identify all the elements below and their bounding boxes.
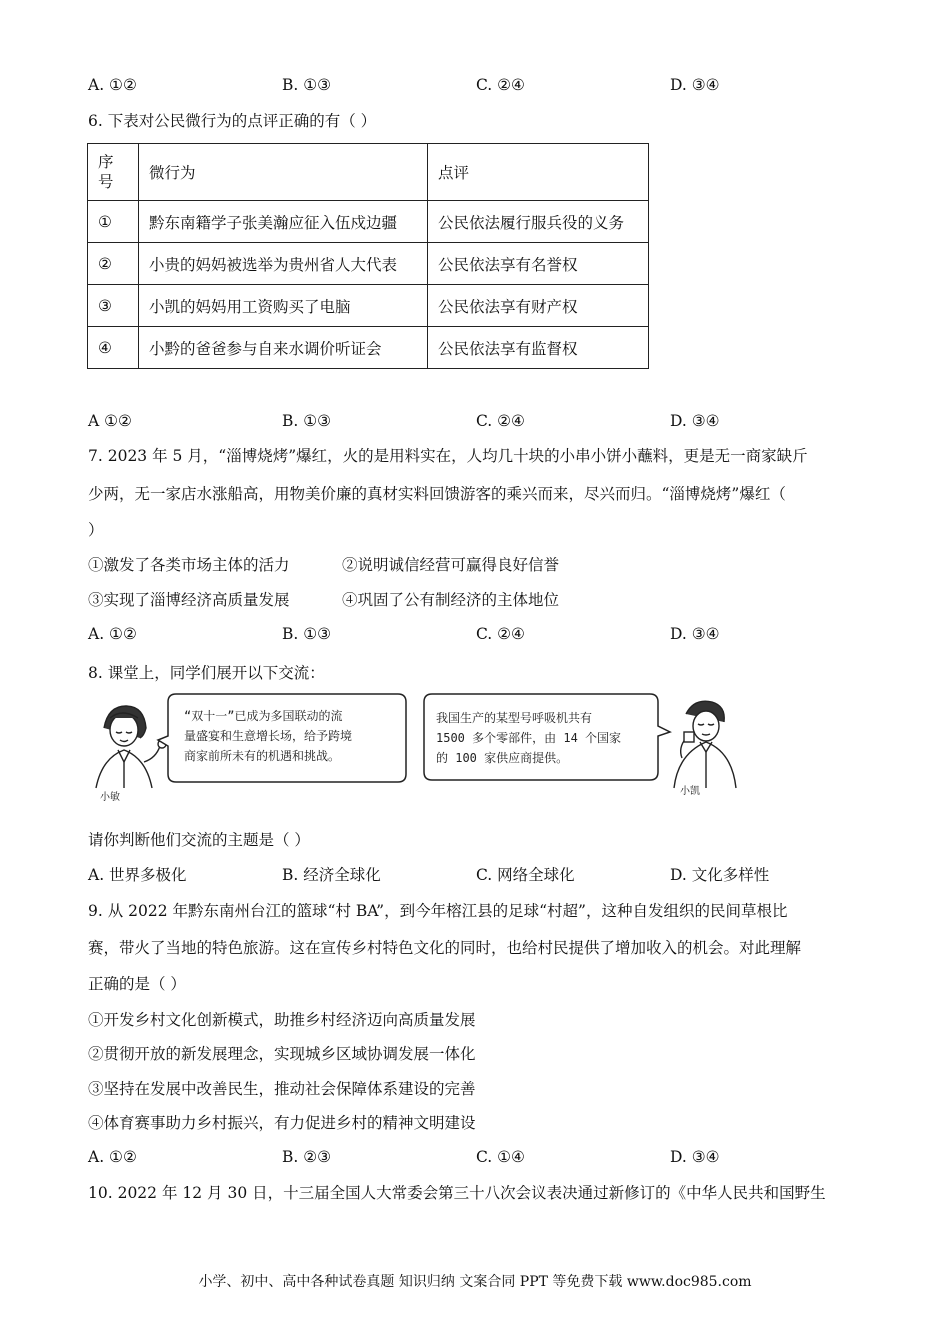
- q6-option-d: D. ③④: [670, 412, 720, 430]
- left-bubble-line-3: 商家前所未有的机遇和挑战。: [184, 749, 341, 763]
- q8-option-a: A. 世界多极化: [88, 866, 187, 884]
- q7-item-3: ③实现了淄博经济高质量发展: [88, 591, 290, 609]
- header-review: 点评: [428, 144, 649, 201]
- q5-option-b: B. ①③: [282, 76, 332, 94]
- table-row: [88, 327, 649, 369]
- q8-option-d: D. 文化多样性: [670, 866, 770, 884]
- q8-cartoon: [86, 688, 776, 806]
- q8-stem: 8. 课堂上，同学们展开以下交流：: [88, 664, 325, 682]
- table-header-row: [88, 144, 649, 201]
- q7-option-a: A. ①②: [88, 625, 137, 643]
- q8-option-c: C. 网络全球化: [476, 866, 575, 884]
- q7-stem-line-2: 少两，无一家店水涨船高，用物美价廉的真材实料回馈游客的乘兴而来，尽兴而归。“淄博烧烤”爆红（: [88, 485, 786, 503]
- q9-item-4: ④体育赛事助力乡村振兴，有力促进乡村的精神文明建设: [88, 1114, 476, 1132]
- q7-item-2: ②说明诚信经营可赢得良好信誉: [342, 556, 560, 574]
- left-student-name: 小敏: [100, 792, 120, 803]
- q7-option-c: C. ②④: [476, 625, 525, 643]
- q5-option-d: D. ③④: [670, 76, 720, 94]
- q9-stem-line-2: 赛，带火了当地的特色旅游。这在宣传乡村特色文化的同时，也给村民提供了增加收入的机会。对此理解: [88, 939, 802, 957]
- row-review: 公民依法享有名誉权: [428, 243, 649, 285]
- q7-stem-line-3: ）: [88, 521, 104, 539]
- header-seq: 序号: [88, 144, 139, 201]
- table-row: [88, 201, 649, 243]
- row-seq: ①: [88, 201, 139, 243]
- q6-option-a: A ①②: [88, 412, 132, 430]
- q6-stem: 6. 下表对公民微行为的点评正确的有（ ）: [88, 112, 377, 130]
- q8-option-b: B. 经济全球化: [282, 866, 381, 884]
- row-action: 小凯的妈妈用工资购买了电脑: [139, 285, 428, 327]
- right-student-name: 小凯: [680, 786, 700, 797]
- q9-item-3: ③坚持在发展中改善民生，推动社会保障体系建设的完善: [88, 1080, 476, 1098]
- q9-option-a: A. ①②: [88, 1148, 137, 1166]
- row-seq: ②: [88, 243, 139, 285]
- table-row: [88, 243, 649, 285]
- page-footer: 小学、初中、高中各种试卷真题 知识归纳 文案合同 PPT 等免费下载 www.doc985.com: [198, 1274, 752, 1290]
- q9-option-d: D. ③④: [670, 1148, 720, 1166]
- q7-option-d: D. ③④: [670, 625, 720, 643]
- q9-item-2: ②贯彻开放的新发展理念，实现城乡区域协调发展一体化: [88, 1045, 476, 1063]
- q5-option-c: C. ②④: [476, 76, 525, 94]
- student-girl-figure: [96, 706, 166, 788]
- right-bubble-line-2: 1500 多个零部件，由 14 个国家: [436, 731, 622, 745]
- q5-option-a: A. ①②: [88, 76, 137, 94]
- row-review: 公民依法享有监督权: [428, 327, 649, 369]
- row-review: 公民依法享有财产权: [428, 285, 649, 327]
- student-boy-figure: [674, 701, 736, 788]
- table-row: [88, 285, 649, 327]
- q7-stem-line-1: 7. 2023 年 5 月，“淄博烧烤”爆红，火的是用料实在，人均几十块的小串小饼小蘸料，更是无一商家缺斤: [88, 447, 808, 465]
- row-action: 小黔的爸爸参与自来水调价听证会: [139, 327, 428, 369]
- q9-stem-line-3: 正确的是（ ）: [88, 975, 186, 993]
- row-seq: ④: [88, 327, 139, 369]
- q6-option-c: C. ②④: [476, 412, 525, 430]
- q8-question: 请你判断他们交流的主题是（ ）: [88, 831, 310, 849]
- q7-item-4: ④巩固了公有制经济的主体地位: [342, 591, 560, 609]
- q7-item-1: ①激发了各类市场主体的活力: [88, 556, 290, 574]
- q6-option-b: B. ①③: [282, 412, 332, 430]
- row-seq: ③: [88, 285, 139, 327]
- right-bubble-line-1: 我国生产的某型号呼吸机共有: [436, 711, 593, 725]
- left-bubble-line-2: 量盛宴和生意增长场，给予跨境: [184, 729, 353, 743]
- q7-option-b: B. ①③: [282, 625, 332, 643]
- row-action: 黔东南籍学子张美瀚应征入伍戍边疆: [139, 201, 428, 243]
- q6-table: [87, 143, 649, 369]
- q9-option-c: C. ①④: [476, 1148, 525, 1166]
- header-action: 微行为: [139, 144, 428, 201]
- right-bubble-line-3: 的 100 家供应商提供。: [436, 751, 569, 765]
- left-bubble-line-1: “双十一”已成为多国联动的流: [184, 709, 343, 723]
- q9-option-b: B. ②③: [282, 1148, 332, 1166]
- q9-item-1: ①开发乡村文化创新模式，助推乡村经济迈向高质量发展: [88, 1011, 476, 1029]
- q9-stem-line-1: 9. 从 2022 年黔东南州台江的篮球“村 BA”，到今年榕江县的足球“村超”，这种自发组织的民间草根比: [88, 902, 788, 920]
- row-review: 公民依法履行服兵役的义务: [428, 201, 649, 243]
- row-action: 小贵的妈妈被选举为贵州省人大代表: [139, 243, 428, 285]
- q10-stem: 10. 2022 年 12 月 30 日，十三届全国人大常委会第三十八次会议表决通过新修订的《中华人民共和国野生: [88, 1184, 826, 1202]
